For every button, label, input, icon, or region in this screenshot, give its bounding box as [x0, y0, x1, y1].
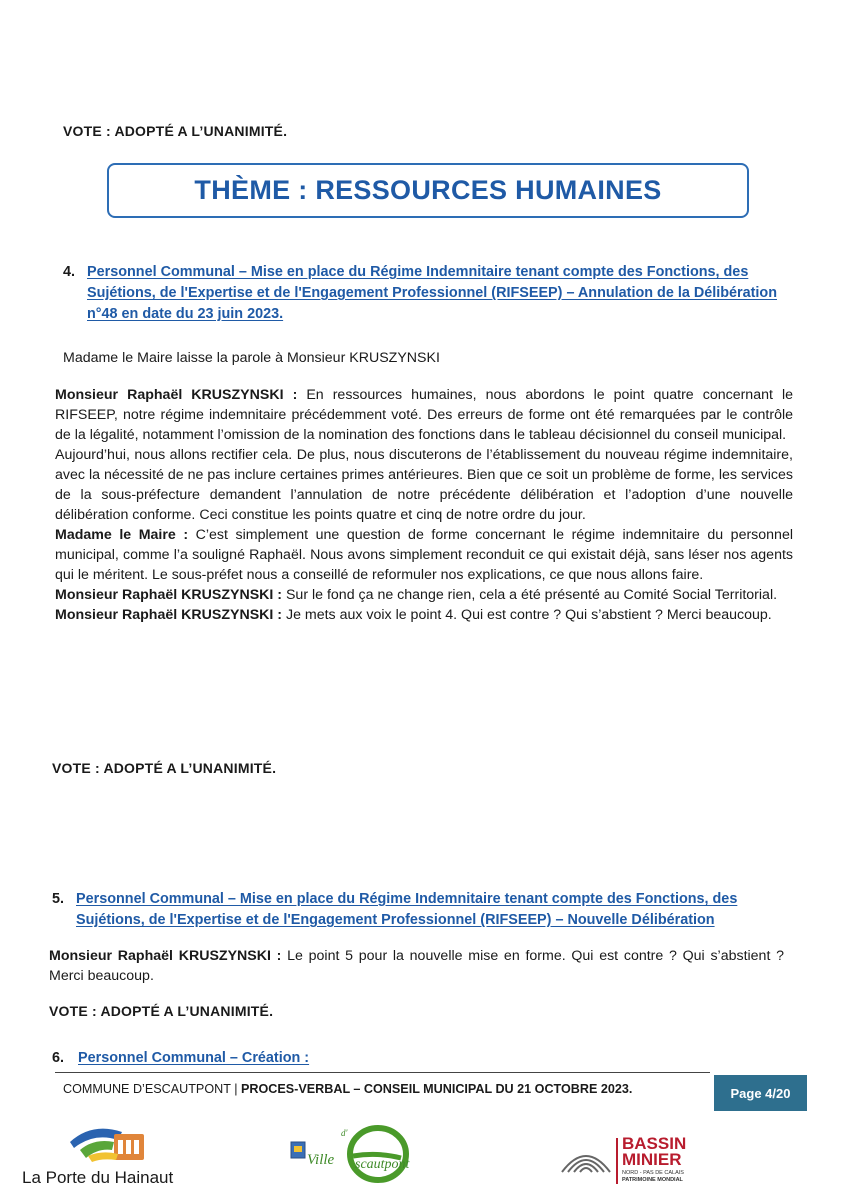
footer-divider: [55, 1072, 710, 1073]
speech-2: Aujourd’hui, nous allons rectifier cela. De plus, nous discuterons de l’établissement du nouveau régime indemnitaire, avec la nécessité de ne pas inclure certaines primes antérieures. Bien que ce soit un problème de forme, les services de la sous-préfecture demandent l’annulation de notre précédente délibération et l’adoption d’une nouvelle délibération conforme. Ceci constitue les points quatre et cinq de notre ordre du jour.: [55, 447, 793, 523]
agenda-item-4-number: 4.: [63, 264, 76, 280]
agenda-item-6-number: 6.: [52, 1050, 65, 1066]
agenda-item-6-title: 6. Personnel Communal – Création :: [52, 1048, 309, 1069]
bassin-minier-logo: [558, 1136, 728, 1191]
porte-du-hainaut-logo: [22, 1120, 202, 1190]
intro-text: Madame le Maire laisse la parole à Monsieur KRUSZYNSKI: [63, 350, 440, 366]
porte-du-hainaut-emblem-icon: [22, 1120, 202, 1168]
debate-item-5: [49, 946, 784, 986]
bassin-minier-emblem-icon: [558, 1136, 614, 1186]
theme-heading-box: [107, 163, 749, 218]
vote-result-item-5: VOTE : ADOPTÉ A L’UNANIMITÉ.: [49, 1003, 274, 1019]
speech-4: Monsieur Raphaël KRUSZYNSKI : Sur le fond ça ne change rien, cela a été présenté au Comité Social Territorial.: [55, 587, 778, 603]
escautpont-emblem-icon: [283, 1122, 433, 1192]
page-number-badge: Page 4/20: [714, 1075, 807, 1111]
agenda-item-4-title: 4. Personnel Communal – Mise en place du Régime Indemnitaire tenant compte des Fonctions, des Sujétions, de l'Expertise et de l'Engagement Professionnel (RIFSEEP) – Annulation de la Délibération n°48 en date du 23 juin 2023.: [63, 264, 777, 322]
bassin-minier-name: BASSIN MINIER: [622, 1134, 687, 1169]
speech-5: Monsieur Raphaël KRUSZYNSKI : Je mets aux voix le point 4. Qui est contre ? Qui s’abstient ? Merci beaucoup.: [55, 607, 772, 623]
agenda-item-5-title: 5. Personnel Communal – Mise en place du Régime Indemnitaire tenant compte des Fonctions, des Sujétions, de l'Expertise et de l'Engagement Professionnel (RIFSEEP) – Nouvelle Délibération: [52, 891, 738, 928]
agenda-item-5-number: 5.: [52, 891, 65, 907]
speech-3: Madame le Maire : C’est simplement une question de forme concernant le régime indemnitaire du personnel municipal, comme l’a souligné Raphaël. Nous avons simplement reconduit ce qui existait déjà, sans léser nos agents qui le méritent. Le sous-préfet nous a conseillé de reformuler nos explications, ce que nous allons faire.: [55, 527, 793, 583]
svg-text:scautpont: scautpont: [355, 1157, 410, 1172]
theme-heading: THÈME : RESSOURCES HUMAINES: [194, 175, 662, 205]
bassin-minier-subtitle: NORD - PAS DE CALAIS PATRIMOINE MONDIAL: [622, 1170, 684, 1183]
debate-item-4: [55, 385, 793, 625]
vote-result-item-4: VOTE : ADOPTÉ A L’UNANIMITÉ.: [52, 760, 277, 776]
svg-text:Ville: Ville: [307, 1152, 335, 1168]
speech-1: Monsieur Raphaël KRUSZYNSKI : En ressources humaines, nous abordons le point quatre concernant le RIFSEEP, notre régime indemnitaire précédemment voté. Des erreurs de forme ont été remarquées par le contrôle de la légalité, notamment l’omission de la nomination des fonctions dans le tableau décisionnel du conseil municipal.: [55, 387, 793, 443]
ville-escautpont-logo: [283, 1122, 433, 1192]
svg-text:d': d': [341, 1128, 348, 1138]
speech-6: Monsieur Raphaël KRUSZYNSKI : Le point 5 pour la nouvelle mise en forme. Qui est contre ? Qui s’abstient ? Merci beaucoup.: [49, 948, 785, 984]
vote-result-top: VOTE : ADOPTÉ A L’UNANIMITÉ.: [63, 123, 288, 139]
bassin-minier-divider: [616, 1138, 618, 1184]
porte-du-hainaut-name: La Porte du Hainaut: [22, 1168, 174, 1187]
footer-text: COMMUNE D’ESCAUTPONT | PROCES-VERBAL – CONSEIL MUNICIPAL DU 21 OCTOBRE 2023.: [63, 1082, 633, 1096]
